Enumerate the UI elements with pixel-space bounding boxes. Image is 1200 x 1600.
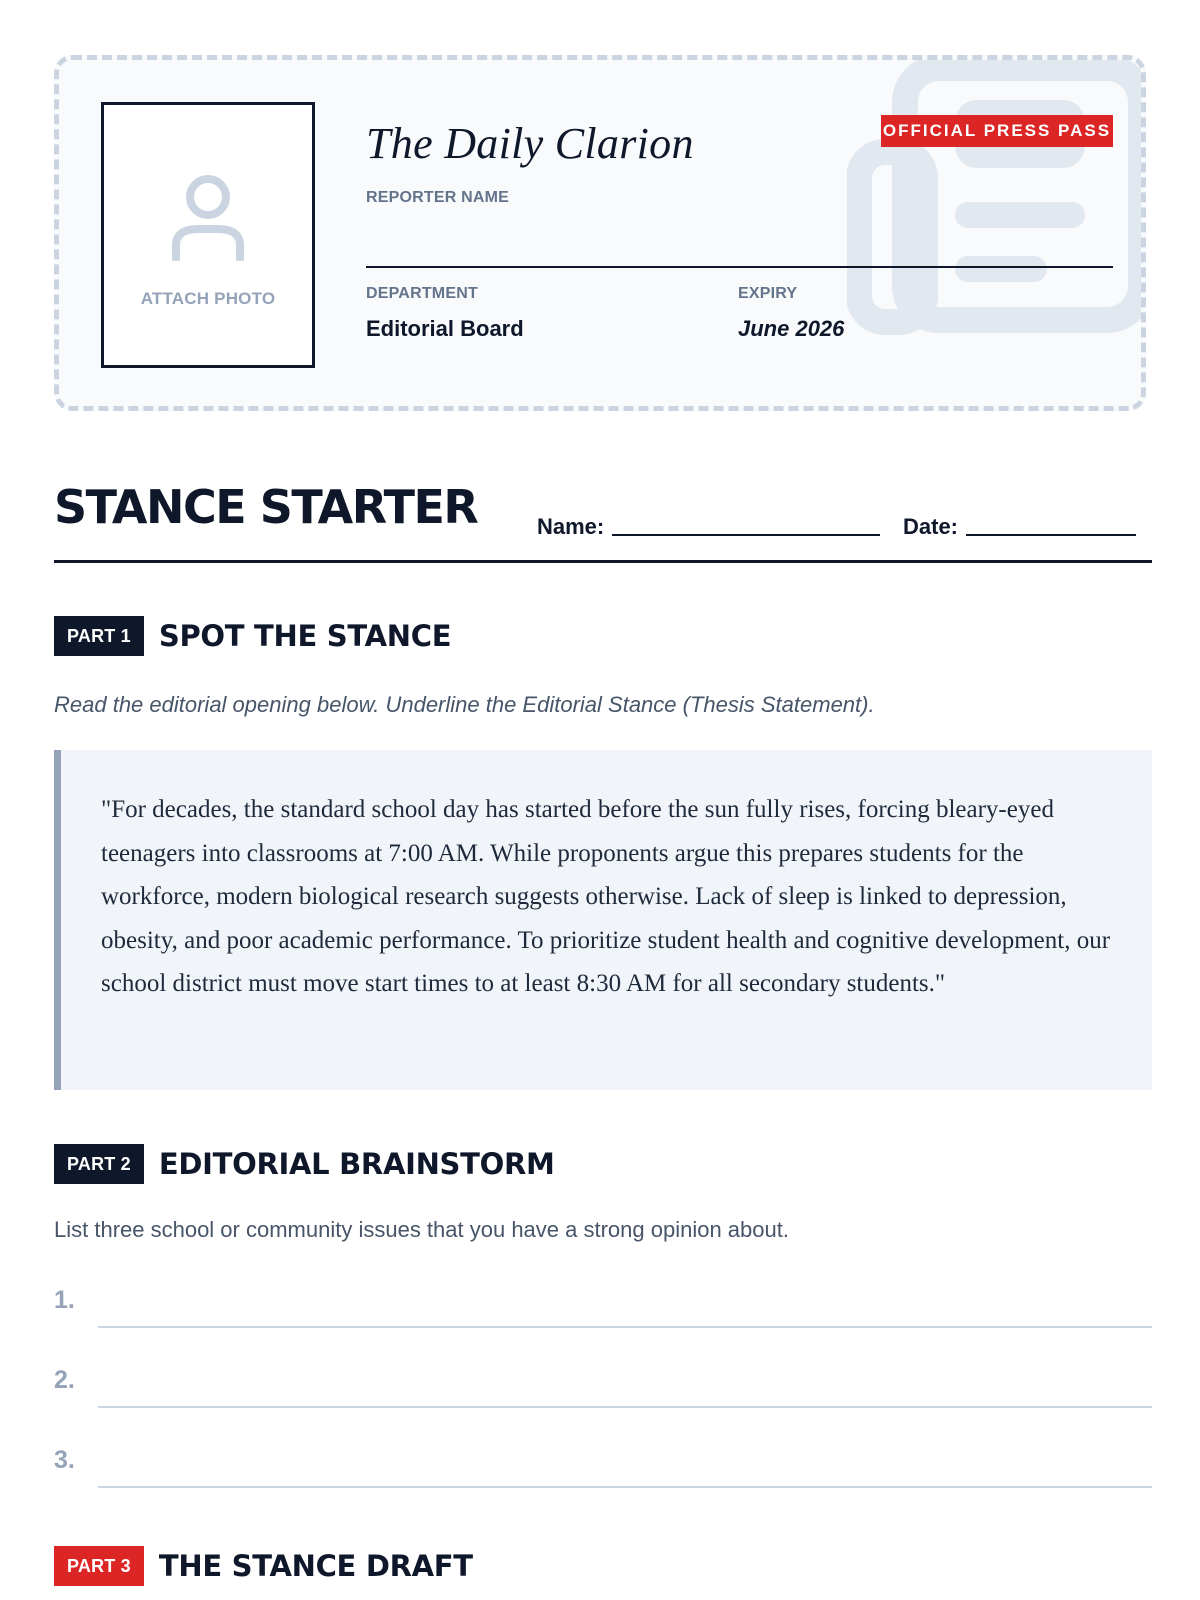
newspaper-icon <box>847 60 1146 350</box>
expiry-label: EXPIRY <box>738 285 798 302</box>
part2-heading <box>54 1144 555 1184</box>
department-value: Editorial Board <box>366 316 524 341</box>
part1-title: SPOT THE STANCE <box>158 619 452 653</box>
list-item[interactable] <box>54 1428 1152 1488</box>
part2-title: EDITORIAL BRAINSTORM <box>158 1147 555 1181</box>
name-field[interactable] <box>537 514 880 540</box>
date-field[interactable] <box>903 514 1136 540</box>
list-number: 1. <box>54 1286 75 1314</box>
worksheet-title: STANCE STARTER <box>54 480 478 534</box>
part1-heading <box>54 616 451 656</box>
list-number: 3. <box>54 1446 75 1474</box>
part2-tag: PART 2 <box>54 1144 144 1184</box>
answer-line[interactable] <box>98 1486 1152 1488</box>
photo-caption: ATTACH PHOTO <box>140 289 276 308</box>
reporter-name-field[interactable] <box>366 266 1113 268</box>
header-divider <box>54 560 1152 563</box>
reporter-name-label: REPORTER NAME <box>366 189 510 206</box>
part1-instruction: Read the editorial opening below. Underline the Editorial Stance (Thesis Statement). <box>54 692 875 717</box>
name-blank[interactable] <box>612 534 880 536</box>
date-label: Date: <box>903 514 959 539</box>
answer-line[interactable] <box>98 1326 1152 1328</box>
part3-title: THE STANCE DRAFT <box>158 1549 473 1583</box>
expiry-value: June 2026 <box>738 316 845 341</box>
list-number: 2. <box>54 1366 75 1394</box>
user-silhouette-icon <box>170 173 246 261</box>
name-label: Name: <box>537 514 605 539</box>
editorial-passage <box>54 750 1152 1090</box>
department-label: DEPARTMENT <box>366 285 478 302</box>
photo-placeholder[interactable] <box>101 102 315 368</box>
part3-tag: PART 3 <box>54 1546 144 1586</box>
publication-name: The Daily Clarion <box>366 119 694 168</box>
part1-tag: PART 1 <box>54 616 144 656</box>
press-pass-card <box>54 55 1146 411</box>
list-item[interactable] <box>54 1348 1152 1408</box>
part2-instruction: List three school or community issues that you have a strong opinion about. <box>54 1217 789 1242</box>
part3-heading <box>54 1546 473 1586</box>
date-blank[interactable] <box>966 534 1136 536</box>
press-pass-badge: OFFICIAL PRESS PASS <box>881 115 1113 147</box>
answer-line[interactable] <box>98 1406 1152 1408</box>
list-item[interactable] <box>54 1268 1152 1328</box>
passage-text[interactable]: "For decades, the standard school day has started before the sun fully rises, forcing bleary-eyed teenagers into classrooms at 7:00 AM. While proponents argue this prepares students for the workforce, modern biological research suggests otherwise. Lack of sleep is linked to depression, obesity, and poor academic performance. To prioritize student health and cognitive development, our school district must move start times to at least 8:30 AM for all secondary students." <box>101 796 1111 997</box>
